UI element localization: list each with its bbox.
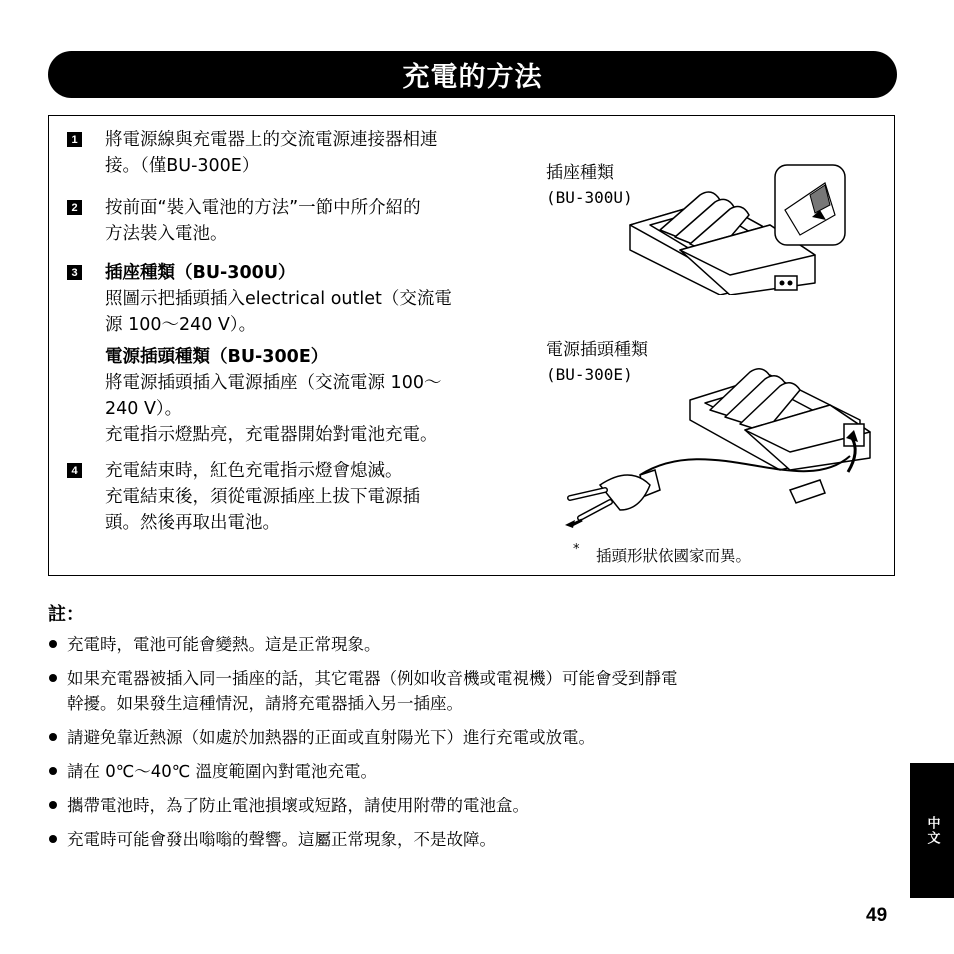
- charger-e-illustration: [560, 340, 880, 540]
- language-tab: [910, 763, 954, 898]
- list-item: [48, 793, 908, 818]
- note-text: 請避免靠近熱源（如處於加熱器的正面或直射陽光下）進行充電或放電。: [67, 728, 595, 747]
- charger-u-illustration: [620, 155, 850, 295]
- footnote: 插頭形狀依國家而異。: [596, 547, 752, 565]
- figure-label-e-type: 電源插頭種類: [546, 340, 648, 360]
- page-title: 充電的方法: [48, 51, 897, 98]
- footnote-mark: *: [573, 542, 580, 557]
- step-heading: 插座種類（BU-300U）: [105, 263, 296, 283]
- list-item: [48, 759, 908, 784]
- step-text: 照圖示把插頭插入electrical outlet（交流電: [105, 289, 452, 309]
- step-text: 充電結束時，紅色充電指示燈會熄滅。: [105, 461, 403, 481]
- notes-list: [48, 632, 908, 861]
- step-text: 充電指示燈點亮，充電器開始對電池充電。: [105, 425, 438, 445]
- step-text: 充電結束後，須從電源插座上拔下電源插: [105, 487, 420, 507]
- list-item: [48, 725, 908, 750]
- note-text: 請在 0℃〜40℃ 溫度範圍內對電池充電。: [67, 762, 378, 781]
- step-text: 接。（僅BU-300E）: [105, 156, 260, 176]
- step-text: 按前面“裝入電池的方法”一節中所介紹的: [105, 198, 421, 218]
- list-item: [48, 632, 908, 657]
- note-text: 攜帶電池時，為了防止電池損壞或短路，請使用附帶的電池盒。: [67, 796, 529, 815]
- note-text: 如果充電器被插入同一插座的話，其它電器（例如收音機或電視機）可能會受到靜電: [67, 669, 678, 688]
- figure-label-e-model: (BU-300E): [546, 365, 633, 384]
- note-text: 充電時可能會發出嗡嗡的聲響。這屬正常現象，不是故障。: [67, 830, 496, 849]
- page-number: 49: [866, 905, 888, 926]
- step-number: 4: [67, 463, 82, 478]
- figure-label-u-model: (BU-300U): [546, 188, 633, 207]
- step-text: 將電源線與充電器上的交流電源連接器相連: [105, 130, 438, 150]
- step-number: 2: [67, 200, 82, 215]
- step-text: 240 V）。: [105, 399, 183, 419]
- note-text: 充電時，電池可能會變熱。這是正常現象。: [67, 635, 381, 654]
- list-item: [48, 666, 908, 716]
- notes-title: 註：: [48, 604, 84, 625]
- step-text: 源 100〜240 V）。: [105, 315, 257, 335]
- list-item: [48, 827, 908, 852]
- step-text: 方法裝入電池。: [105, 224, 228, 244]
- step-text: 頭。然後再取出電池。: [105, 513, 280, 533]
- step-subheading: 電源插頭種類（BU-300E）: [105, 347, 329, 367]
- step-text: 將電源插頭插入電源插座（交流電源 100〜: [105, 373, 442, 393]
- step-number: 3: [67, 265, 82, 280]
- step-number: 1: [67, 132, 82, 147]
- figure-label-u-type: 插座種類: [546, 163, 614, 183]
- note-text: 幹擾。如果發生這種情況，請將充電器插入另一插座。: [67, 694, 463, 713]
- language-tab-label: 中文: [924, 815, 940, 846]
